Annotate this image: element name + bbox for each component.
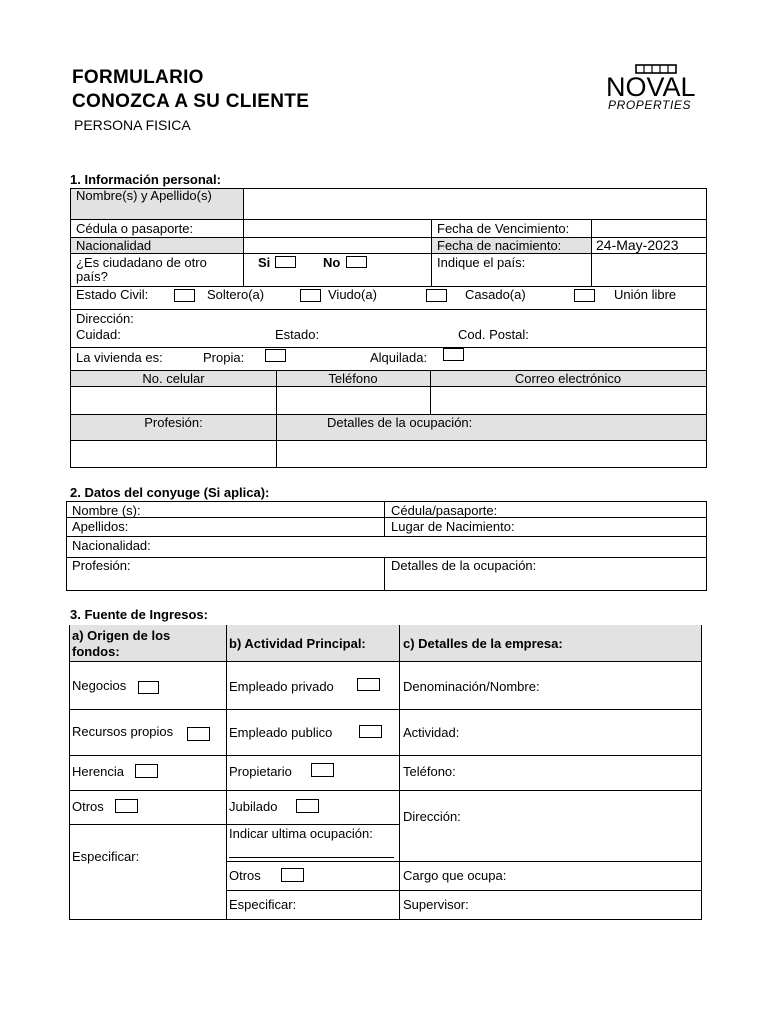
checkbox-viudo[interactable] — [300, 289, 321, 302]
label-ciudad: Cuidad: — [76, 327, 121, 342]
checkbox-casado[interactable] — [426, 289, 447, 302]
label-indique-pais: Indique el país: — [437, 255, 526, 270]
label-denominacion: Denominación/Nombre: — [403, 679, 540, 694]
label-fecha-nacimiento: Fecha de nacimiento: — [437, 238, 562, 253]
label-otros-b: Otros — [229, 868, 261, 883]
checkbox-alquilada[interactable] — [443, 348, 464, 361]
header-origen-line1: a) Origen de los — [72, 628, 171, 643]
label-cedula: Cédula o pasaporte: — [76, 221, 194, 236]
label-ciudadano-line1: ¿Es ciudadano de otro — [76, 255, 207, 270]
label-conyuge-cedula: Cédula/pasaporte: — [391, 503, 498, 518]
label-supervisor: Supervisor: — [403, 897, 469, 912]
checkbox-empleado-publico[interactable] — [359, 725, 382, 738]
checkbox-herencia[interactable] — [135, 764, 158, 778]
form-title-line1: FORMULARIO — [72, 67, 204, 88]
label-direccion-empresa: Dirección: — [403, 809, 461, 824]
label-fecha-vencimiento: Fecha de Vencimiento: — [437, 221, 570, 236]
form-title-line2: CONOZCA A SU CLIENTE — [72, 91, 310, 112]
checkbox-si[interactable] — [275, 256, 296, 268]
checkbox-empleado-privado[interactable] — [357, 678, 380, 691]
checkbox-union-libre[interactable] — [574, 289, 595, 302]
checkbox-otros-a[interactable] — [115, 799, 138, 813]
checkbox-no[interactable] — [346, 256, 367, 268]
label-alquilada: Alquilada: — [370, 350, 428, 365]
checkbox-jubilado[interactable] — [296, 799, 319, 813]
checkbox-soltero[interactable] — [174, 289, 195, 302]
label-estado: Estado: — [275, 327, 320, 342]
label-conyuge-nombre: Nombre (s): — [72, 503, 141, 518]
label-soltero: Soltero(a) — [207, 287, 265, 302]
label-casado: Casado(a) — [465, 287, 526, 302]
label-conyuge-detalles: Detalles de la ocupación: — [391, 558, 537, 573]
label-propietario: Propietario — [229, 764, 292, 779]
label-empleado-privado: Empleado privado — [229, 679, 334, 694]
header-detalles-ocupacion: Detalles de la ocupación: — [327, 415, 473, 430]
label-viudo: Viudo(a) — [328, 287, 377, 302]
label-conyuge-lugar: Lugar de Nacimiento: — [391, 519, 515, 534]
section2-heading: 2. Datos del conyuge (Si aplica): — [70, 485, 270, 500]
header-detalles-empresa: c) Detalles de la empresa: — [403, 636, 563, 651]
checkbox-recursos-propios[interactable] — [187, 727, 210, 741]
label-cargo: Cargo que ocupa: — [403, 868, 507, 883]
label-nacionalidad: Nacionalidad — [76, 238, 152, 253]
label-recursos-propios: Recursos propios — [72, 724, 174, 739]
label-vivienda: La vivienda es: — [76, 350, 163, 365]
header-celular: No. celular — [142, 371, 205, 386]
label-estado-civil: Estado Civil: — [76, 287, 149, 302]
label-jubilado: Jubilado — [229, 799, 278, 814]
spouse-table — [66, 501, 707, 591]
section1-heading: 1. Información personal: — [70, 172, 221, 187]
label-actividad: Actividad: — [403, 725, 460, 740]
header-origen-line2: fondos: — [72, 644, 120, 659]
section3-heading: 3. Fuente de Ingresos: — [70, 607, 208, 622]
form-subtitle: PERSONA FISICA — [74, 117, 191, 133]
header-actividad-principal: b) Actividad Principal: — [229, 636, 366, 651]
label-telefono-empresa: Teléfono: — [403, 764, 456, 779]
label-union-libre: Unión libre — [614, 287, 677, 302]
label-si: Si — [258, 255, 271, 270]
header-correo: Correo electrónico — [514, 371, 622, 386]
label-nombre: Nombre(s) y Apellido(s) — [76, 188, 212, 203]
label-conyuge-apellidos: Apellidos: — [72, 519, 129, 534]
logo-sub: PROPERTIES — [608, 98, 692, 112]
label-empleado-publico: Empleado publico — [229, 725, 333, 740]
checkbox-propietario[interactable] — [311, 763, 334, 777]
checkbox-propia[interactable] — [265, 349, 286, 362]
label-propia: Propia: — [203, 350, 245, 365]
label-direccion: Dirección: — [76, 311, 134, 326]
label-ciudadano-line2: país? — [76, 269, 108, 284]
checkbox-negocios[interactable] — [138, 681, 159, 694]
label-especificar-b: Especificar: — [229, 897, 297, 912]
label-ultima-ocupacion: Indicar ultima ocupación: — [229, 826, 373, 841]
label-no: No — [323, 255, 341, 270]
label-conyuge-nacionalidad: Nacionalidad: — [72, 538, 151, 553]
noval-logo — [604, 64, 700, 116]
fecha-nacimiento-value[interactable]: 24-May-2023 — [596, 237, 679, 253]
label-negocios: Negocios — [72, 678, 127, 693]
label-otros-a: Otros — [72, 799, 104, 814]
label-cod-postal: Cod. Postal: — [458, 327, 529, 342]
header-profesion: Profesión: — [144, 415, 203, 430]
label-conyuge-profesion: Profesión: — [72, 558, 131, 573]
label-especificar-a: Especificar: — [72, 849, 140, 864]
logo-word: NOVAL — [606, 72, 696, 102]
header-telefono: Teléfono — [328, 371, 378, 386]
label-herencia: Herencia — [72, 764, 125, 779]
checkbox-otros-b[interactable] — [281, 868, 304, 882]
